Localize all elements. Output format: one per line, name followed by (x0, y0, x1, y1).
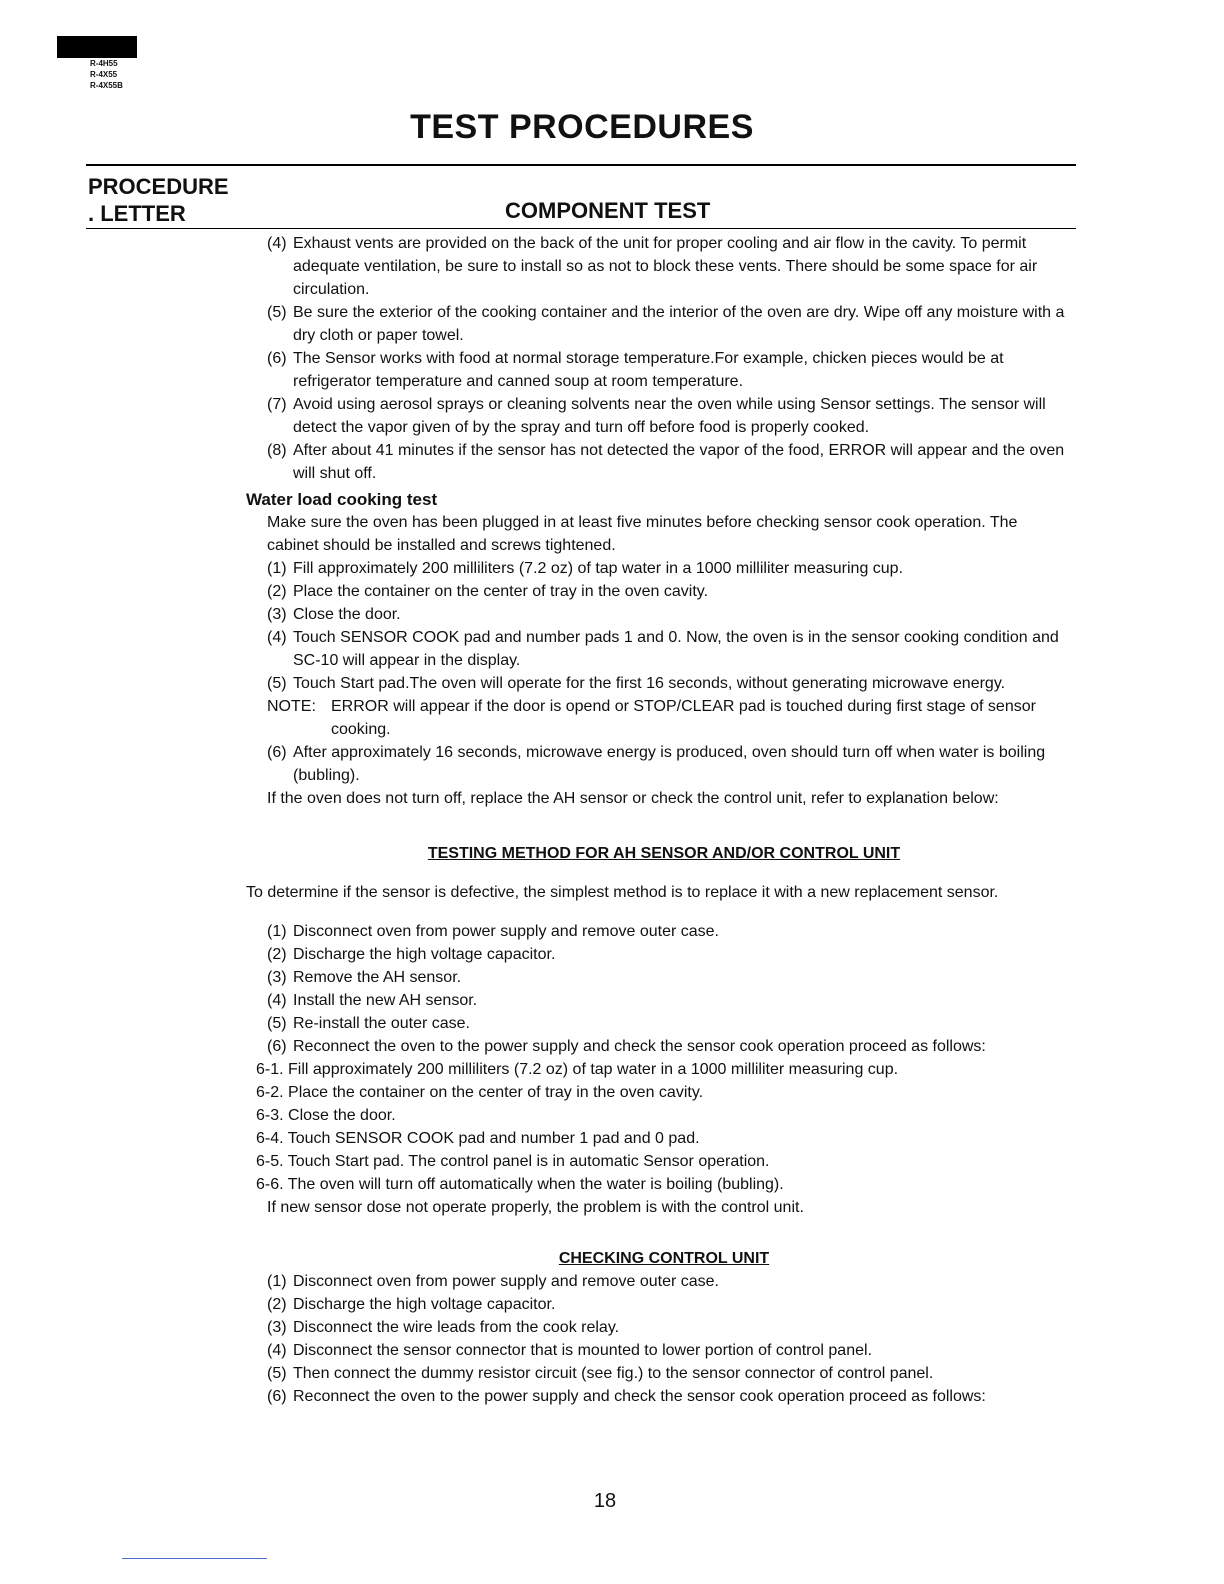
item-number: (7) (267, 396, 287, 413)
item-text: Disconnect the sensor connector that is mounted to lower portion of control panel. (293, 1342, 872, 1359)
list-item (246, 989, 1072, 1012)
sub-step: 6-2. Place the container on the center of tray in the oven cavity. (256, 1084, 704, 1101)
document-body (246, 232, 1072, 1408)
list-item (246, 301, 1072, 347)
divider (86, 164, 1076, 166)
procedure-letter-header (88, 173, 229, 227)
item-text: Re-install the outer case. (293, 1015, 470, 1032)
item-text: Fill approximately 200 milliliters (7.2 oz) of tap water in a 1000 milliliter measuring cup. (293, 560, 904, 577)
item-number: (6) (267, 1038, 287, 1055)
continued-list (246, 232, 1072, 485)
item-number: (3) (267, 1319, 287, 1336)
note-text: ERROR will appear if the door is opend or STOP/CLEAR pad is touched during first stage of sensor cooking. (331, 698, 1036, 738)
list-item (246, 439, 1072, 485)
list-item (246, 943, 1072, 966)
water-test-heading: Water load cooking test (246, 490, 438, 509)
item-number: (5) (267, 1365, 287, 1382)
sub-step: 6-1. Fill approximately 200 milliliters (7.2 oz) of tap water in a 1000 milliliter measuring cup. (256, 1061, 899, 1078)
item-text: Touch SENSOR COOK pad and number pads 1 and 0. Now, the oven is in the sensor cooking condition and SC-10 will appear in the display. (293, 629, 1059, 669)
list-item (246, 603, 1072, 626)
ah-sensor-intro: To determine if the sensor is defective, the simplest method is to replace it with a new replacement sensor. (246, 884, 999, 901)
model-number: R-4H55 (90, 59, 118, 68)
list-item (246, 557, 1072, 580)
item-number: (3) (267, 969, 287, 986)
model-number: R-4X55B (90, 81, 123, 90)
item-number: (6) (267, 744, 287, 761)
item-text: Exhaust vents are provided on the back of the unit for proper cooling and air flow in the cavity. To permit adequate ventilation, be sure to install so as not to block these vents. There should be some space for air circulation. (293, 235, 1038, 298)
item-text: After about 41 minutes if the sensor has not detected the vapor of the food, ERROR will appear and the oven will shut off. (293, 442, 1065, 482)
item-text: Disconnect oven from power supply and remove outer case. (293, 1273, 719, 1290)
item-text: Discharge the high voltage capacitor. (293, 1296, 556, 1313)
item-number: (5) (267, 304, 287, 321)
item-number: (4) (267, 1342, 287, 1359)
list-item (246, 1385, 1072, 1408)
item-number: (8) (267, 442, 287, 459)
note (246, 695, 1072, 741)
item-text: Reconnect the oven to the power supply and check the sensor cook operation proceed as follows: (293, 1038, 986, 1055)
item-text: Then connect the dummy resistor circuit (see fig.) to the sensor connector of control panel. (293, 1365, 934, 1382)
logo-block (57, 36, 137, 58)
list-item (246, 1035, 1072, 1058)
item-number: (4) (267, 235, 287, 252)
page-title: TEST PROCEDURES (410, 108, 754, 146)
sub-step: 6-4. Touch SENSOR COOK pad and number 1 pad and 0 pad. (256, 1130, 700, 1147)
list-item (246, 920, 1072, 943)
model-list (90, 58, 123, 91)
item-number: (2) (267, 583, 287, 600)
procedure-label: PROCEDURE (88, 174, 229, 199)
list-item (246, 741, 1072, 787)
ah-sensor-conclusion: If new sensor dose not operate properly, the problem is with the control unit. (267, 1199, 804, 1216)
divider (86, 228, 1076, 229)
control-unit-heading: CHECKING CONTROL UNIT (558, 1250, 770, 1267)
item-number: (4) (267, 992, 287, 1009)
list-item (246, 1339, 1072, 1362)
item-number: (5) (267, 1015, 287, 1032)
item-number: (6) (267, 1388, 287, 1405)
list-item (246, 1270, 1072, 1293)
page-number: 18 (593, 1490, 617, 1512)
item-text: Touch Start pad.The oven will operate for the first 16 seconds, without generating microwave energy. (293, 675, 1006, 692)
item-text: Disconnect oven from power supply and remove outer case. (293, 923, 719, 940)
list-item (246, 1362, 1072, 1385)
item-text: Install the new AH sensor. (293, 992, 478, 1009)
spacer (246, 1219, 1072, 1247)
item-text: Remove the AH sensor. (293, 969, 462, 986)
model-number: R-4X55 (90, 70, 118, 79)
item-number: (2) (267, 1296, 287, 1313)
item-text: Be sure the exterior of the cooking container and the interior of the oven are dry. Wipe off any moisture with a dry cloth or paper towel. (293, 304, 1065, 344)
item-number: (1) (267, 1273, 287, 1290)
list-item (246, 580, 1072, 603)
note-label: NOTE: (267, 698, 316, 715)
item-text: Reconnect the oven to the power supply and check the sensor cook operation proceed as follows: (293, 1388, 986, 1405)
spacer (246, 810, 1072, 842)
footer-line (122, 1558, 267, 1559)
component-test-header: COMPONENT TEST (505, 198, 711, 223)
list-item (246, 347, 1072, 393)
sub-step: 6-3. Close the door. (256, 1107, 396, 1124)
item-number: (2) (267, 946, 287, 963)
list-item (246, 672, 1072, 695)
sub-step: 6-5. Touch Start pad. The control panel is in automatic Sensor operation. (256, 1153, 770, 1170)
item-text: After approximately 16 seconds, microwave energy is produced, oven should turn off when water is boiling (bubling). (293, 744, 1046, 784)
item-number: (6) (267, 350, 287, 367)
item-number: (1) (267, 560, 287, 577)
list-item (246, 966, 1072, 989)
item-number: (3) (267, 606, 287, 623)
item-text: Avoid using aerosol sprays or cleaning solvents near the oven while using Sensor settings. The sensor will detect the vapor given of by the spray and turn off before food is properly cooked. (293, 396, 1046, 436)
letter-label: . LETTER (88, 201, 186, 226)
sub-step: 6-6. The oven will turn off automatically when the water is boiling (bubling). (256, 1176, 784, 1193)
water-test-intro: Make sure the oven has been plugged in at least five minutes before checking sensor cook operation. The cabinet should be installed and screws tightened. (267, 514, 1018, 554)
list-item (246, 1293, 1072, 1316)
list-item (246, 626, 1072, 672)
list-item (246, 1012, 1072, 1035)
item-text: Close the door. (293, 606, 401, 623)
list-item (246, 393, 1072, 439)
water-test-closing: If the oven does not turn off, replace the AH sensor or check the control unit, refer to explanation below: (267, 790, 999, 807)
item-number: (5) (267, 675, 287, 692)
item-number: (1) (267, 923, 287, 940)
list-item (246, 1316, 1072, 1339)
item-text: Place the container on the center of tray in the oven cavity. (293, 583, 709, 600)
item-text: Discharge the high voltage capacitor. (293, 946, 556, 963)
list-item (246, 232, 1072, 301)
item-text: The Sensor works with food at normal storage temperature.For example, chicken pieces would be at refrigerator temperature and canned soup at room temperature. (293, 350, 1004, 390)
item-text: Disconnect the wire leads from the cook relay. (293, 1319, 620, 1336)
ah-sensor-heading: TESTING METHOD FOR AH SENSOR AND/OR CONTROL UNIT (427, 845, 901, 862)
item-number: (4) (267, 629, 287, 646)
